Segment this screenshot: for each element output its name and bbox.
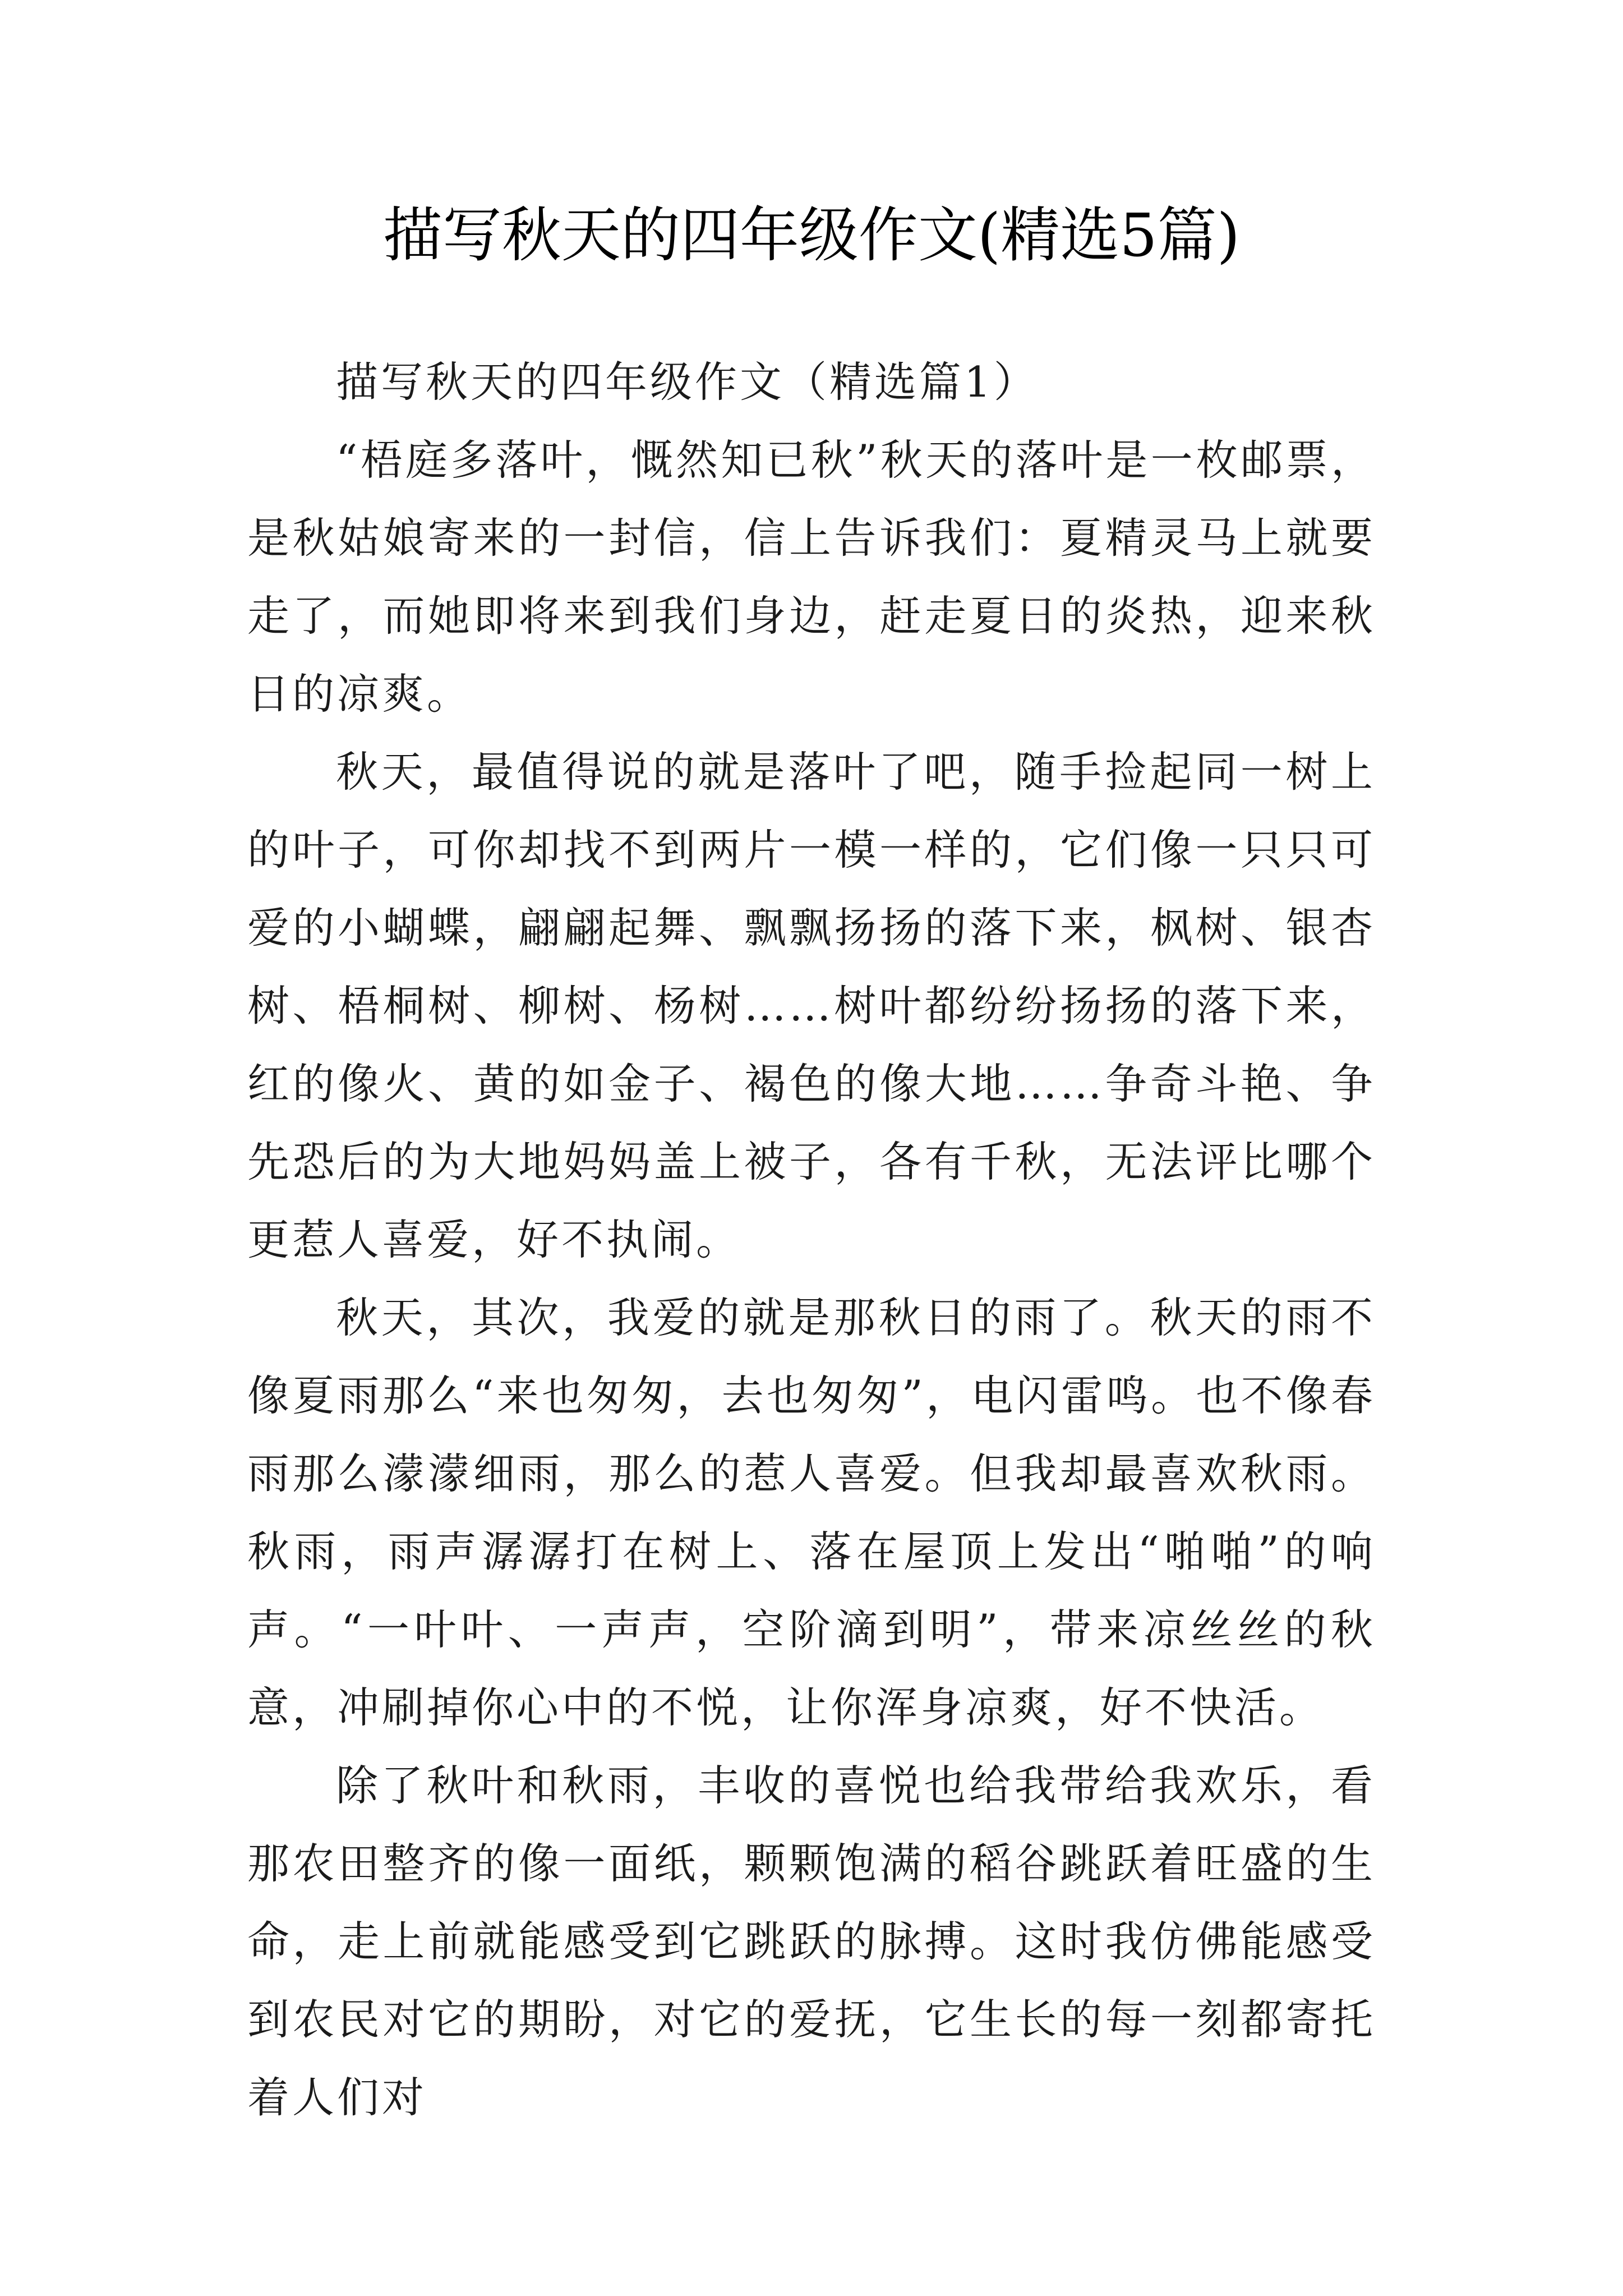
document-body <box>247 343 1376 2137</box>
document-title: 描写秋天的四年级作文(精选5篇) <box>382 201 1241 270</box>
paragraph: “梧庭多落叶，慨然知已秋”秋天的落叶是一枚邮票，是秋姑娘寄来的一封信，信上告诉我们：夏精灵马上就要走了，而她即将来到我们身边，赶走夏日的炎热，迎来秋日的凉爽。 <box>247 435 1376 719</box>
paragraph: 秋天，最值得说的就是落叶了吧，随手捡起同一树上的叶子，可你却找不到两片一模一样的，它们像一只只可爱的小蝴蝶，翩翩起舞、飘飘扬扬的落下来，枫树、银杏树、梧桐树、柳树、杨树……树叶都纷纷扬扬的落下来，红的像火、黄的如金子、褐色的像大地……争奇斗艳、争先恐后的为大地妈妈盖上被子，各有千秋，无法评比哪个更惹人喜爱，好不执闹。 <box>247 747 1376 1264</box>
paragraph: 秋天，其次，我爱的就是那秋日的雨了。秋天的雨不像夏雨那么“来也匆匆，去也匆匆”，电闪雷鸣。也不像春雨那么濛濛细雨，那么的惹人喜爱。但我却最喜欢秋雨。秋雨，雨声潺潺打在树上、落在屋顶上发出“啪啪”的响声。“一叶叶、一声声，空阶滴到明”，带来凉丝丝的秋意，冲刷掉你心中的不悦，让你浑身凉爽，好不快活。 <box>247 1293 1376 1732</box>
section-heading: 描写秋天的四年级作文（精选篇1） <box>336 357 1039 407</box>
paragraph: 除了秋叶和秋雨，丰收的喜悦也给我带给我欢乐，看那农田整齐的像一面纸，颗颗饱满的稻谷跳跃着旺盛的生命，走上前就能感受到它跳跃的脉搏。这时我仿佛能感受到农民对它的期盼，对它的爱抚，它生长的每一刻都寄托着人们对 <box>247 1761 1376 2122</box>
